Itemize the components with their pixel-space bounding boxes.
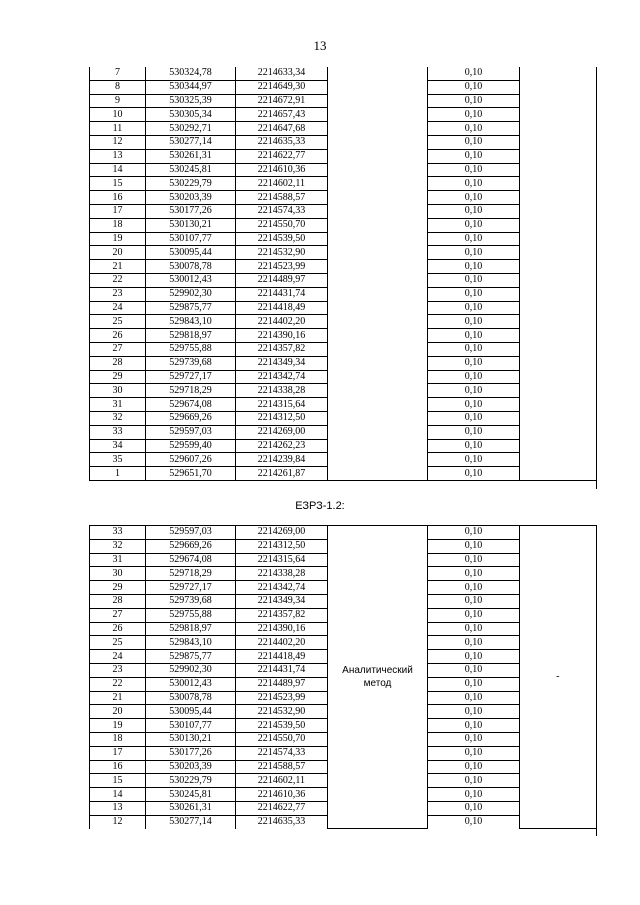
x-coordinate-cell: 529651,70	[146, 467, 236, 481]
point-number-cell: 32	[90, 411, 146, 425]
y-coordinate-cell: 2214523,99	[236, 691, 328, 705]
point-number-cell: 23	[90, 663, 146, 677]
point-number-cell: 19	[90, 719, 146, 733]
x-coordinate-cell: 530107,77	[146, 232, 236, 246]
x-coordinate-cell: 530177,26	[146, 746, 236, 760]
accuracy-cell: 0,10	[428, 108, 520, 122]
accuracy-cell: 0,10	[428, 67, 520, 80]
accuracy-cell: 0,10	[428, 719, 520, 733]
y-coordinate-cell: 2214635,33	[236, 135, 328, 149]
y-coordinate-cell: 2214574,33	[236, 204, 328, 218]
y-coordinate-cell: 2214269,00	[236, 425, 328, 439]
y-coordinate-cell: 2214418,49	[236, 301, 328, 315]
x-coordinate-cell: 529674,08	[146, 553, 236, 567]
accuracy-cell: 0,10	[428, 232, 520, 246]
x-coordinate-cell: 529739,68	[146, 594, 236, 608]
y-coordinate-cell: 2214357,82	[236, 342, 328, 356]
x-coordinate-cell: 530107,77	[146, 719, 236, 733]
point-number-cell: 14	[90, 163, 146, 177]
point-number-cell: 20	[90, 246, 146, 260]
coordinates-table-continued	[89, 67, 596, 481]
point-number-cell: 29	[90, 581, 146, 595]
accuracy-cell: 0,10	[428, 677, 520, 691]
point-number-cell: 21	[90, 691, 146, 705]
point-number-cell: 20	[90, 705, 146, 719]
y-coordinate-cell: 2214269,00	[236, 526, 328, 540]
point-number-cell: 28	[90, 356, 146, 370]
x-coordinate-cell: 530344,97	[146, 80, 236, 94]
y-coordinate-cell: 2214338,28	[236, 567, 328, 581]
y-coordinate-cell: 2214357,82	[236, 608, 328, 622]
accuracy-cell: 0,10	[428, 342, 520, 356]
point-number-cell: 25	[90, 315, 146, 329]
point-number-cell: 16	[90, 760, 146, 774]
x-coordinate-cell: 530229,79	[146, 177, 236, 191]
accuracy-cell: 0,10	[428, 94, 520, 108]
y-coordinate-cell: 2214312,50	[236, 539, 328, 553]
point-number-cell: 17	[90, 746, 146, 760]
accuracy-cell: 0,10	[428, 135, 520, 149]
accuracy-cell: 0,10	[428, 149, 520, 163]
accuracy-cell: 0,10	[428, 177, 520, 191]
note-cell	[520, 67, 596, 480]
accuracy-cell: 0,10	[428, 398, 520, 412]
coordinates-table-ezrz-1-2	[89, 525, 596, 829]
y-coordinate-cell: 2214349,34	[236, 594, 328, 608]
point-number-cell: 24	[90, 301, 146, 315]
y-coordinate-cell: 2214647,68	[236, 122, 328, 136]
point-number-cell: 8	[90, 80, 146, 94]
point-number-cell: 9	[90, 94, 146, 108]
accuracy-cell: 0,10	[428, 80, 520, 94]
point-number-cell: 21	[90, 260, 146, 274]
x-coordinate-cell: 530012,43	[146, 273, 236, 287]
point-number-cell: 26	[90, 329, 146, 343]
point-number-cell: 28	[90, 594, 146, 608]
accuracy-cell: 0,10	[428, 315, 520, 329]
accuracy-cell: 0,10	[428, 553, 520, 567]
point-number-cell: 18	[90, 732, 146, 746]
x-coordinate-cell: 530203,39	[146, 760, 236, 774]
point-number-cell: 14	[90, 788, 146, 802]
x-coordinate-cell: 529718,29	[146, 384, 236, 398]
accuracy-cell: 0,10	[428, 122, 520, 136]
y-coordinate-cell: 2214523,99	[236, 260, 328, 274]
x-coordinate-cell: 529718,29	[146, 567, 236, 581]
accuracy-cell: 0,10	[428, 705, 520, 719]
y-coordinate-cell: 2214315,64	[236, 553, 328, 567]
x-coordinate-cell: 530325,39	[146, 94, 236, 108]
x-coordinate-cell: 530292,71	[146, 122, 236, 136]
point-number-cell: 7	[90, 67, 146, 80]
point-number-cell: 18	[90, 218, 146, 232]
point-number-cell: 26	[90, 622, 146, 636]
y-coordinate-cell: 2214532,90	[236, 246, 328, 260]
accuracy-cell: 0,10	[428, 384, 520, 398]
x-coordinate-cell: 530078,78	[146, 260, 236, 274]
y-coordinate-cell: 2214657,43	[236, 108, 328, 122]
accuracy-cell: 0,10	[428, 691, 520, 705]
x-coordinate-cell: 530130,21	[146, 732, 236, 746]
y-coordinate-cell: 2214262,23	[236, 439, 328, 453]
point-number-cell: 19	[90, 232, 146, 246]
point-number-cell: 27	[90, 608, 146, 622]
point-number-cell: 29	[90, 370, 146, 384]
accuracy-cell: 0,10	[428, 425, 520, 439]
point-number-cell: 33	[90, 425, 146, 439]
table-row	[90, 526, 596, 540]
point-number-cell: 35	[90, 453, 146, 467]
point-number-cell: 30	[90, 567, 146, 581]
x-coordinate-cell: 529843,10	[146, 315, 236, 329]
x-coordinate-cell: 530203,39	[146, 191, 236, 205]
x-coordinate-cell: 530130,21	[146, 218, 236, 232]
x-coordinate-cell: 529875,77	[146, 650, 236, 664]
x-coordinate-cell: 530078,78	[146, 691, 236, 705]
accuracy-cell: 0,10	[428, 594, 520, 608]
y-coordinate-cell: 2214622,77	[236, 149, 328, 163]
accuracy-cell: 0,10	[428, 453, 520, 467]
y-coordinate-cell: 2214489,97	[236, 273, 328, 287]
x-coordinate-cell: 530277,14	[146, 815, 236, 828]
point-number-cell: 34	[90, 439, 146, 453]
x-coordinate-cell: 530229,79	[146, 774, 236, 788]
x-coordinate-cell: 529739,68	[146, 356, 236, 370]
y-coordinate-cell: 2214261,87	[236, 467, 328, 481]
method-cell	[328, 67, 428, 480]
x-coordinate-cell: 529818,97	[146, 329, 236, 343]
point-number-cell: 22	[90, 273, 146, 287]
y-coordinate-cell: 2214635,33	[236, 815, 328, 828]
x-coordinate-cell: 530012,43	[146, 677, 236, 691]
accuracy-cell: 0,10	[428, 760, 520, 774]
y-coordinate-cell: 2214588,57	[236, 191, 328, 205]
point-number-cell: 27	[90, 342, 146, 356]
table-2-body	[90, 526, 596, 829]
y-coordinate-cell: 2214550,70	[236, 732, 328, 746]
point-number-cell: 30	[90, 384, 146, 398]
point-number-cell: 31	[90, 553, 146, 567]
x-coordinate-cell: 529727,17	[146, 370, 236, 384]
accuracy-cell: 0,10	[428, 260, 520, 274]
point-number-cell: 1	[90, 467, 146, 481]
point-number-cell: 24	[90, 650, 146, 664]
method-cell: Аналитический метод	[328, 526, 428, 829]
point-number-cell: 25	[90, 636, 146, 650]
x-coordinate-cell: 530261,31	[146, 801, 236, 815]
y-coordinate-cell: 2214489,97	[236, 677, 328, 691]
x-coordinate-cell: 529755,88	[146, 608, 236, 622]
point-number-cell: 32	[90, 539, 146, 553]
point-number-cell: 11	[90, 122, 146, 136]
x-coordinate-cell: 529818,97	[146, 622, 236, 636]
y-coordinate-cell: 2214610,36	[236, 163, 328, 177]
table-1-body	[90, 67, 596, 480]
y-coordinate-cell: 2214349,34	[236, 356, 328, 370]
point-number-cell: 23	[90, 287, 146, 301]
x-coordinate-cell: 530095,44	[146, 246, 236, 260]
point-number-cell: 12	[90, 135, 146, 149]
y-coordinate-cell: 2214402,20	[236, 636, 328, 650]
x-coordinate-cell: 529607,26	[146, 453, 236, 467]
accuracy-cell: 0,10	[428, 246, 520, 260]
y-coordinate-cell: 2214338,28	[236, 384, 328, 398]
y-coordinate-cell: 2214672,91	[236, 94, 328, 108]
right-margin-rule-bottom	[596, 525, 597, 836]
right-margin-rule-top	[596, 67, 597, 489]
x-coordinate-cell: 530095,44	[146, 705, 236, 719]
y-coordinate-cell: 2214539,50	[236, 719, 328, 733]
table-row	[90, 67, 596, 80]
y-coordinate-cell: 2214532,90	[236, 705, 328, 719]
x-coordinate-cell: 529875,77	[146, 301, 236, 315]
x-coordinate-cell: 530305,34	[146, 108, 236, 122]
x-coordinate-cell: 529599,40	[146, 439, 236, 453]
y-coordinate-cell: 2214312,50	[236, 411, 328, 425]
point-number-cell: 15	[90, 177, 146, 191]
y-coordinate-cell: 2214431,74	[236, 287, 328, 301]
point-number-cell: 12	[90, 815, 146, 828]
accuracy-cell: 0,10	[428, 650, 520, 664]
y-coordinate-cell: 2214610,36	[236, 788, 328, 802]
y-coordinate-cell: 2214588,57	[236, 760, 328, 774]
y-coordinate-cell: 2214602,11	[236, 774, 328, 788]
x-coordinate-cell: 530177,26	[146, 204, 236, 218]
y-coordinate-cell: 2214390,16	[236, 329, 328, 343]
y-coordinate-cell: 2214431,74	[236, 663, 328, 677]
y-coordinate-cell: 2214239,84	[236, 453, 328, 467]
point-number-cell: 17	[90, 204, 146, 218]
accuracy-cell: 0,10	[428, 356, 520, 370]
point-number-cell: 10	[90, 108, 146, 122]
x-coordinate-cell: 529597,03	[146, 425, 236, 439]
x-coordinate-cell: 530245,81	[146, 788, 236, 802]
accuracy-cell: 0,10	[428, 204, 520, 218]
y-coordinate-cell: 2214342,74	[236, 581, 328, 595]
accuracy-cell: 0,10	[428, 411, 520, 425]
accuracy-cell: 0,10	[428, 622, 520, 636]
y-coordinate-cell: 2214418,49	[236, 650, 328, 664]
accuracy-cell: 0,10	[428, 273, 520, 287]
page-number: 13	[313, 38, 327, 53]
y-coordinate-cell: 2214315,64	[236, 398, 328, 412]
point-number-cell: 16	[90, 191, 146, 205]
x-coordinate-cell: 530245,81	[146, 163, 236, 177]
point-number-cell: 15	[90, 774, 146, 788]
x-coordinate-cell: 530277,14	[146, 135, 236, 149]
accuracy-cell: 0,10	[428, 774, 520, 788]
y-coordinate-cell: 2214402,20	[236, 315, 328, 329]
accuracy-cell: 0,10	[428, 163, 520, 177]
accuracy-cell: 0,10	[428, 218, 520, 232]
y-coordinate-cell: 2214390,16	[236, 622, 328, 636]
accuracy-cell: 0,10	[428, 191, 520, 205]
x-coordinate-cell: 529843,10	[146, 636, 236, 650]
x-coordinate-cell: 529727,17	[146, 581, 236, 595]
x-coordinate-cell: 529755,88	[146, 342, 236, 356]
accuracy-cell: 0,10	[428, 567, 520, 581]
accuracy-cell: 0,10	[428, 636, 520, 650]
y-coordinate-cell: 2214622,77	[236, 801, 328, 815]
accuracy-cell: 0,10	[428, 732, 520, 746]
accuracy-cell: 0,10	[428, 663, 520, 677]
accuracy-cell: 0,10	[428, 467, 520, 481]
accuracy-cell: 0,10	[428, 370, 520, 384]
accuracy-cell: 0,10	[428, 526, 520, 540]
accuracy-cell: 0,10	[428, 788, 520, 802]
accuracy-cell: 0,10	[428, 439, 520, 453]
x-coordinate-cell: 530324,78	[146, 67, 236, 80]
point-number-cell: 22	[90, 677, 146, 691]
accuracy-cell: 0,10	[428, 746, 520, 760]
accuracy-cell: 0,10	[428, 329, 520, 343]
y-coordinate-cell: 2214539,50	[236, 232, 328, 246]
y-coordinate-cell: 2214550,70	[236, 218, 328, 232]
accuracy-cell: 0,10	[428, 815, 520, 828]
x-coordinate-cell: 529902,30	[146, 287, 236, 301]
point-number-cell: 33	[90, 526, 146, 540]
section-label: ЕЗРЗ-1.2:	[295, 500, 345, 512]
x-coordinate-cell: 529669,26	[146, 411, 236, 425]
x-coordinate-cell: 529669,26	[146, 539, 236, 553]
y-coordinate-cell: 2214602,11	[236, 177, 328, 191]
x-coordinate-cell: 530261,31	[146, 149, 236, 163]
accuracy-cell: 0,10	[428, 581, 520, 595]
x-coordinate-cell: 529902,30	[146, 663, 236, 677]
x-coordinate-cell: 529674,08	[146, 398, 236, 412]
y-coordinate-cell: 2214649,30	[236, 80, 328, 94]
accuracy-cell: 0,10	[428, 801, 520, 815]
point-number-cell: 13	[90, 801, 146, 815]
y-coordinate-cell: 2214342,74	[236, 370, 328, 384]
accuracy-cell: 0,10	[428, 539, 520, 553]
y-coordinate-cell: 2214574,33	[236, 746, 328, 760]
point-number-cell: 13	[90, 149, 146, 163]
accuracy-cell: 0,10	[428, 301, 520, 315]
x-coordinate-cell: 529597,03	[146, 526, 236, 540]
accuracy-cell: 0,10	[428, 287, 520, 301]
point-number-cell: 31	[90, 398, 146, 412]
note-dash-cell: -	[520, 526, 596, 829]
accuracy-cell: 0,10	[428, 608, 520, 622]
y-coordinate-cell: 2214633,34	[236, 67, 328, 80]
